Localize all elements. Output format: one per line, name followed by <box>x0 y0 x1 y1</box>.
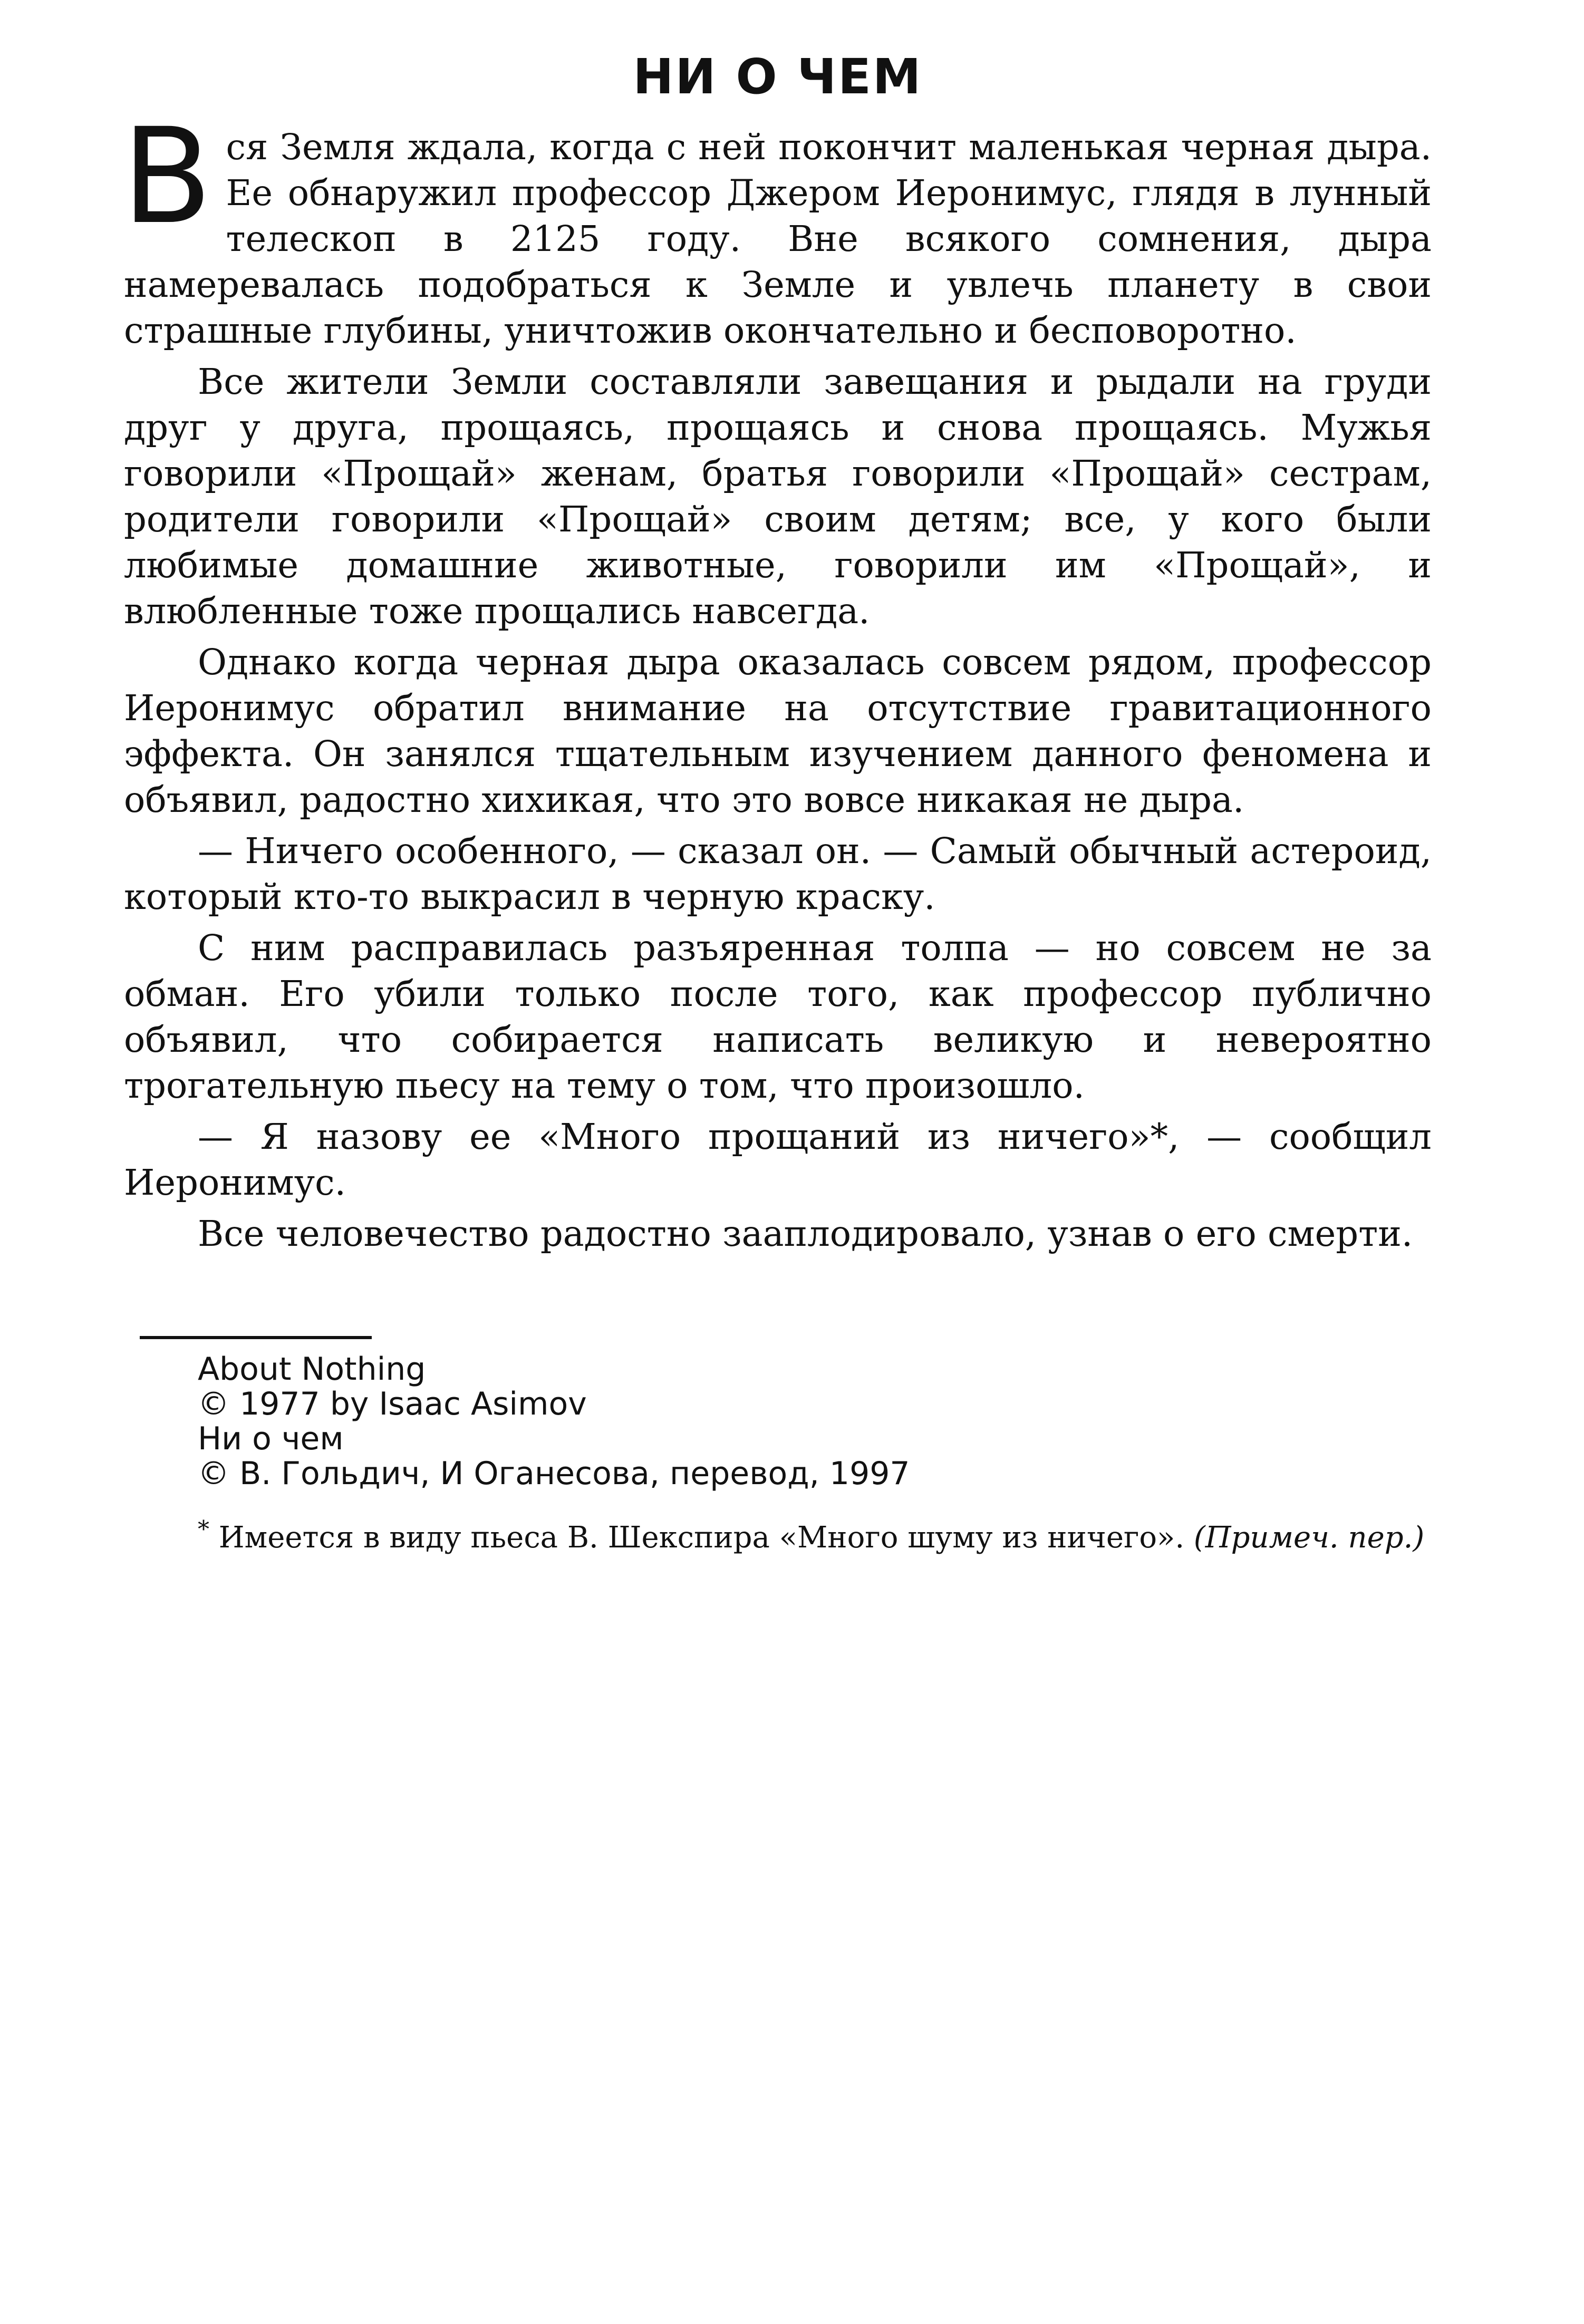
paragraph-6: — Я назову ее «Много прощаний из ничего»*, — сообщил Иеронимус. <box>124 1116 1432 1204</box>
page-title: НИ О ЧЕМ <box>633 49 923 105</box>
paragraph-2: Все жители Земли составляли завещания и рыдали на груди друг у друга, прощаясь, прощаясь и снова прощаясь. Мужья говорили «Прощай» женам, братья говорили «Прощай» сестрам, родители говорили «Прощай» своим детям; все, у кого были любимые домашние животные, говорили им «Прощай», и влюбленные тоже прощались навсегда. <box>124 361 1432 632</box>
story-body <box>122 100 1432 1257</box>
drop-cap: В <box>122 100 213 254</box>
footnote <box>124 1517 1432 1558</box>
paragraph-7: Все человечество радостно зааплодировало, узнав о его смерти. <box>198 1213 1413 1255</box>
paragraph-1-text: ся Земля ждала, когда с ней покончит маленькая черная дыра. Ее обнаружил профессор Джером Иеронимус, глядя в лунный телескоп в 2125 году. Вне всякого сомнения, дыра намеревалась подобраться к Земле и увлечь планету в свои страшные глубины, уничтожив окончательно и бесповоротно. <box>124 127 1432 352</box>
original-title: About Nothing <box>198 1351 426 1388</box>
footnote-divider <box>140 1336 372 1339</box>
translated-title: Ни о чем <box>198 1420 344 1458</box>
paragraph-1 <box>122 100 1432 354</box>
original-copyright: © 1977 by Isaac Asimov <box>198 1386 587 1423</box>
translation-copyright: © В. Гольдич, И Оганесова, перевод, 1997 <box>198 1455 910 1493</box>
copyright-block <box>198 1352 1432 1491</box>
footnote-text: Имеется в виду пьеса В. Шекспира «Много шуму из ничего». <box>209 1521 1194 1555</box>
footnote-mark: * <box>198 1516 209 1543</box>
paragraph-5: С ним расправилась разъяренная толпа — но совсем не за обман. Его убили только после того, как профессор публично объявил, что собирается написать великую и невероятно трогательную пьесу на тему о том, что произошло. <box>124 927 1432 1107</box>
document-page <box>124 50 1432 1588</box>
paragraph-3: Однако когда черная дыра оказалась совсем рядом, профессор Иеронимус обратил внимание на отсутствие гравитационного эффекта. Он занялся тщательным изучением данного феномена и объявил, радостно хихикая, что это вовсе никакая не дыра. <box>124 642 1432 821</box>
footnote-translator-note: (Примеч. пер.) <box>1193 1521 1425 1555</box>
paragraph-4: — Ничего особенного, — сказал он. — Самый обычный астероид, который кто-то выкрасил в черную краску. <box>124 830 1432 918</box>
